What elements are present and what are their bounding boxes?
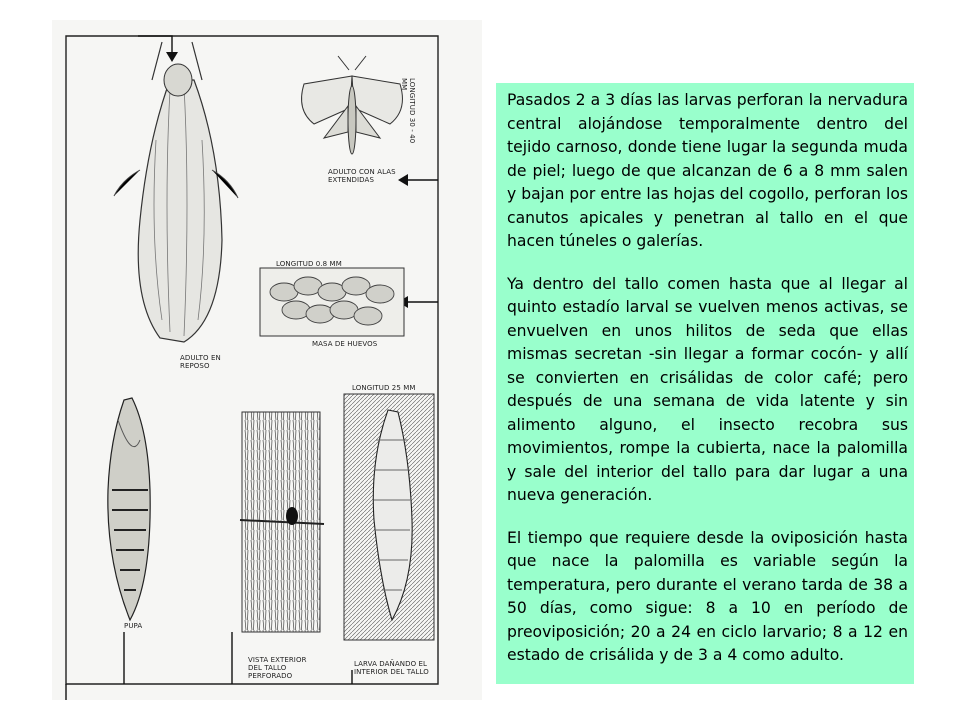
adult-rest-label: ADULTO EN REPOSO [180,354,221,370]
adult-wings-label: ADULTO CON ALAS EXTENDIDAS [328,168,396,184]
larva-in-stem-drawing [344,394,434,640]
paragraph-2: Ya dentro del tallo comen hasta que al llegar al quinto estadío larval se vuelven menos activas, se envuelven en unos hilitos de seda que ellas mismas secretan -sin llegar a formar cocón- y allí se convierten en crisálidas de color café; pero después de una semana de vida latente y sin alimento alguno, el insecto recobra sus movimientos, rompe la cubierta, nace la palomilla y sale del interior del tallo para dar lugar a una nueva generación. [507,274,908,504]
adult-wings-length-label: LONGITUD 30 - 40 MM [400,78,416,144]
eggs-label: MASA DE HUEVOS [312,340,378,348]
perforated-stem-drawing [240,412,324,632]
paragraph-1: Pasados 2 a 3 días las larvas perforan la nervadura central alojándose temporalmente dentro del tejido carnoso, donde tiene lugar la segunda muda de piel; luego de que alcanzan de 6 a 8 mm salen y bajan por entre las hojas del cogollo, perforan los canutos apicales y penetran al tallo en el que hacen túneles o galerías. [507,91,908,250]
life-cycle-figure [52,20,482,700]
larva-label: LARVA DAÑANDO EL INTERIOR DEL TALLO [354,660,429,676]
pupa-drawing [108,398,150,620]
egg-mass-drawing [260,268,404,336]
paragraph-3: El tiempo que requiere desde la oviposición hasta que nace la palomilla es variable según la temperatura, pero durante el verano tarda de 38 a 50 días, como sigue: 8 a 10 en período de preoviposición; 20 a 24 en ciclo larvario; 8 a 12 en estado de crisálida y de 3 a 4 como adulto. [507,528,908,664]
life-cycle-drawing [52,20,482,700]
stem-label: VISTA EXTERIOR DEL TALLO PERFORADO [248,656,307,680]
adult-at-rest-drawing [114,42,238,342]
adult-wings-extended-drawing [302,56,403,154]
larva-length-label: LONGITUD 25 MM [352,384,416,392]
eggs-length-label: LONGITUD 0.8 MM [276,260,342,268]
pupa-label: PUPA [124,622,143,630]
description-text-box [496,83,914,684]
